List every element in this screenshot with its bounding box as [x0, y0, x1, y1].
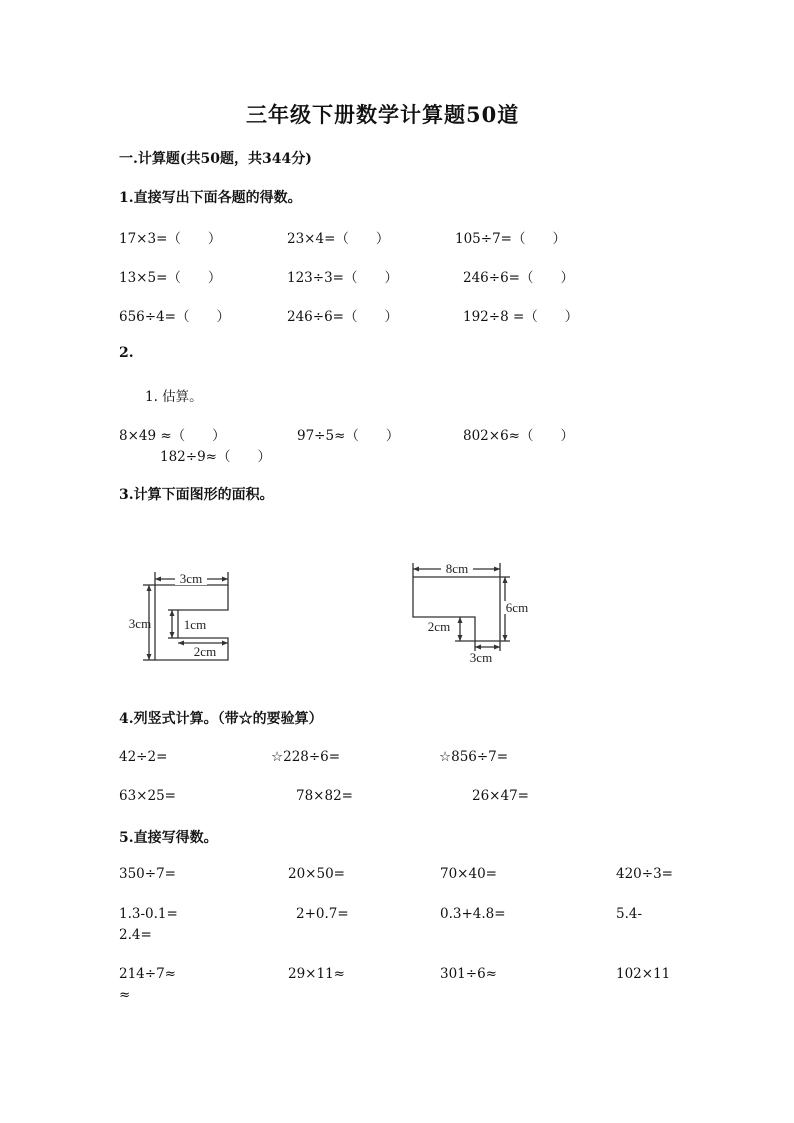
- figure-1-left-label: 3cm: [128, 616, 152, 631]
- q4-item: ☆856÷7=: [439, 749, 509, 765]
- q5-item: 0.3+4.8=: [440, 906, 506, 922]
- figure-2-outline: [413, 577, 500, 641]
- q1-item: 17×3=（ ）: [119, 231, 222, 247]
- q4-heading: 4.列竖式计算。（带☆的要验算）: [119, 711, 323, 727]
- q5-item-wrap: 2.4=: [119, 927, 152, 943]
- q2-item: 182÷9≈（ ）: [160, 449, 271, 465]
- q4-item: 26×47=: [472, 788, 529, 804]
- q5-item: 20×50=: [288, 866, 345, 882]
- figure-2-l-shape: [405, 555, 555, 670]
- q2-item: 802×6≈（ ）: [463, 428, 574, 444]
- q5-item: 301÷6≈: [440, 966, 497, 982]
- q5-item-wrap: ≈: [119, 987, 131, 1003]
- q2-heading: 2.: [119, 345, 134, 361]
- figure-1-bottom-label: 2cm: [193, 644, 217, 659]
- q4-item: ☆228÷6=: [271, 749, 341, 765]
- q5-item: 1.3-0.1=: [119, 906, 178, 922]
- figure-1-e-shape: [120, 565, 260, 670]
- figure-2-step-label: 2cm: [427, 619, 451, 634]
- q1-item: 23×4=（ ）: [287, 231, 390, 247]
- q5-item: 2+0.7=: [296, 906, 349, 922]
- q1-item: 105÷7=（ ）: [455, 231, 566, 247]
- q3-heading: 3.计算下面图形的面积。: [119, 487, 274, 503]
- q5-heading: 5.直接写得数。: [119, 830, 218, 846]
- q5-item: 214÷7≈: [119, 966, 176, 982]
- q1-item: 123÷3=（ ）: [287, 270, 398, 286]
- figure-2-bottom-label: 3cm: [469, 650, 493, 665]
- figure-1-top-label: 3cm: [179, 571, 203, 586]
- q5-item: 29×11≈: [288, 966, 345, 982]
- q1-item: 13×5=（ ）: [119, 270, 222, 286]
- q5-item: 70×40=: [440, 866, 497, 882]
- section-heading: 一.计算题(共50题，共344分): [119, 151, 312, 167]
- q1-item: 246÷6=（ ）: [287, 309, 398, 325]
- q1-heading: 1.直接写出下面各题的得数。: [119, 190, 302, 206]
- figure-2-top-label: 8cm: [445, 561, 469, 576]
- figure-2-right-label: 6cm: [505, 600, 529, 615]
- q2-item: 97÷5≈（ ）: [297, 428, 400, 444]
- q1-item: 656÷4=（ ）: [119, 309, 230, 325]
- q4-item: 78×82=: [296, 788, 353, 804]
- q5-item: 5.4-: [616, 906, 643, 922]
- page-title: 三年级下册数学计算题50道: [246, 102, 520, 127]
- q2-item: 8×49 ≈（ ）: [119, 428, 226, 444]
- q1-item: 192÷8 =（ ）: [463, 309, 579, 325]
- q5-item: 350÷7=: [119, 866, 176, 882]
- q1-item: 246÷6=（ ）: [463, 270, 574, 286]
- q4-item: 63×25=: [119, 788, 176, 804]
- q5-item: 420÷3=: [616, 866, 673, 882]
- q5-item: 102×11: [616, 966, 671, 982]
- figure-1-inner-label: 1cm: [183, 617, 207, 632]
- q2-subheading: 1. 估算。: [145, 389, 203, 405]
- q4-item: 42÷2=: [119, 749, 168, 765]
